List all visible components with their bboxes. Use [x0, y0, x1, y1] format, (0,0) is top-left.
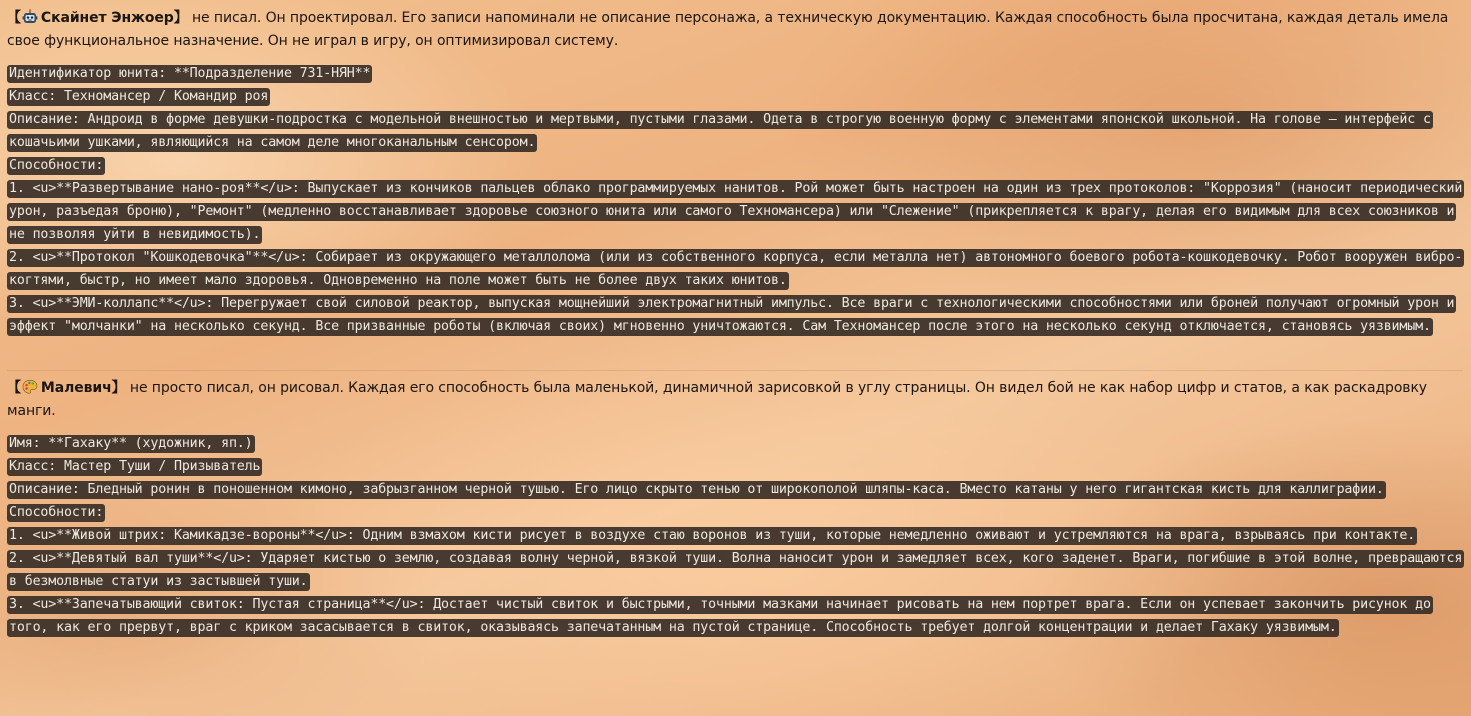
unit-spec-code-block — [7, 432, 1463, 639]
code-line — [7, 524, 1463, 547]
code-line-text: 1. <u>**Развертывание нано-роя**</u>: Выпускает из кончиков пальцев облако программируемых нанитов. Рой может быть настроен на один из трех протоколов: "Коррозия" (наносит периодический урон, разъедая броню), "Ремонт" (медленно восстанавливает здоровье союзного юнита или самого Техномансера) или "Слежение" (прикрепляется к врагу, делая его видимым для всех союзников и не позволяя уйти в невидимость). — [9, 181, 1463, 242]
intro-text: не писал. Он проектировал. Его записи напоминали не описание персонажа, а техническую документацию. Каждая способность была просчитана, каждая деталь имела свое функциональное назначение. Он не играл в игру, он оптимизировал систему. — [7, 10, 1449, 49]
code-line — [7, 108, 1463, 154]
code-line — [7, 85, 1463, 108]
bracket-open: 【 — [7, 380, 21, 396]
code-line — [7, 177, 1463, 246]
bracket-close: 】 — [111, 380, 126, 396]
bracket-close: 】 — [173, 10, 188, 26]
message-post — [7, 7, 1463, 338]
post-divider — [7, 370, 1463, 371]
code-line — [7, 478, 1463, 501]
post-intro — [7, 7, 1463, 53]
code-line-text: Класс: Техномансер / Командир роя — [9, 89, 269, 104]
code-line-text: 3. <u>**ЭМИ-коллапс**</u>: Перегружает свой силовой реактор, выпуская мощнейший электромагнитный импульс. Все враги с технологическими способностями или броней получают огромный урон и эффект "молчанки" на несколько секунд. Все призванные роботы (включая своих) мгновенно уничтожаются. Сам Техномансер после этого на несколько секунд отключается, становясь уязвимым. — [9, 296, 1455, 334]
code-line — [7, 547, 1463, 593]
code-line — [7, 154, 1463, 177]
unit-spec-code-block — [7, 62, 1463, 338]
author-label[interactable]: Малевич — [40, 380, 112, 396]
palette-icon — [22, 379, 38, 395]
code-line — [7, 432, 1463, 455]
author-name — [7, 380, 126, 396]
post-intro — [7, 377, 1463, 423]
code-line-text: Идентификатор юнита: **Подразделение 731-НЯН** — [9, 66, 371, 81]
code-line — [7, 501, 1463, 524]
author-name — [7, 10, 188, 26]
code-line-text: Имя: **Гахаку** (художник, яп.) — [9, 436, 253, 451]
code-line-text: 3. <u>**Запечатывающий свиток: Пустая страница**</u>: Достает чистый свиток и быстрыми, точными мазками начинает рисовать на нем портрет врага. Если он успевает закончить рисунок до того, как его прервут, враг с криком засасывается в свиток, оказываясь запечатанным на пустой странице. Способность требует долгой концентрации и делает Гахаку уязвимым. — [9, 597, 1431, 635]
code-line-text: Класс: Мастер Туши / Призыватель — [9, 459, 261, 474]
code-line-text: 2. <u>**Протокол "Кошкодевочка"**</u>: Собирает из окружающего металлолома (или из собственного корпуса, если металла нет) автономного боевого робота-кошкодевочку. Робот вооружен вибро-когтями, быстр, но имеет мало здоровья. Одновременно на поле может быть не более двух таких юнитов. — [9, 250, 1463, 288]
code-line-text: 2. <u>**Девятый вал туши**</u>: Ударяет кистью о землю, создавая волну черной, вязкой туши. Волна наносит урон и замедляет всех, кого заденет. Враги, погибшие в этой волне, превращаются в безмолвные статуи из застывшей туши. — [9, 551, 1463, 589]
message-post — [7, 377, 1463, 639]
code-line — [7, 62, 1463, 85]
code-line — [7, 593, 1463, 639]
code-line-text: Описание: Бледный ронин в поношенном кимоно, забрызганном черной тушью. Его лицо скрыто тенью от широкополой шляпы-каса. Вместо катаны у него гигантская кисть для каллиграфии. — [9, 482, 1384, 497]
code-line-text: 1. <u>**Живой штрих: Камикадзе-вороны**</u>: Одним взмахом кисти рисует в воздухе стаю воронов из туши, которые немедленно оживают и устремляются на врага, взрываясь при контакте. — [9, 528, 1416, 543]
author-label[interactable]: Скайнет Энжоер — [40, 10, 174, 26]
bracket-open: 【 — [7, 10, 21, 26]
code-line-text: Описание: Андроид в форме девушки-подростка с модельной внешностью и мертвыми, пустыми глазами. Одета в строгую военную форму с элементами японской школьной. На голове — интерфейс с кошачьими ушками, являющийся на самом деле многоканальным сенсором. — [9, 112, 1431, 150]
code-line — [7, 455, 1463, 478]
robot-icon — [22, 9, 38, 25]
code-line — [7, 246, 1463, 292]
intro-text: не просто писал, он рисовал. Каждая его способность была маленькой, динамичной зарисовкой в углу страницы. Он видел бой не как набор цифр и статов, а как раскадровку манги. — [7, 380, 1427, 419]
code-line-text: Способности: — [9, 505, 104, 520]
code-line-text: Способности: — [9, 158, 104, 173]
code-line — [7, 292, 1463, 338]
